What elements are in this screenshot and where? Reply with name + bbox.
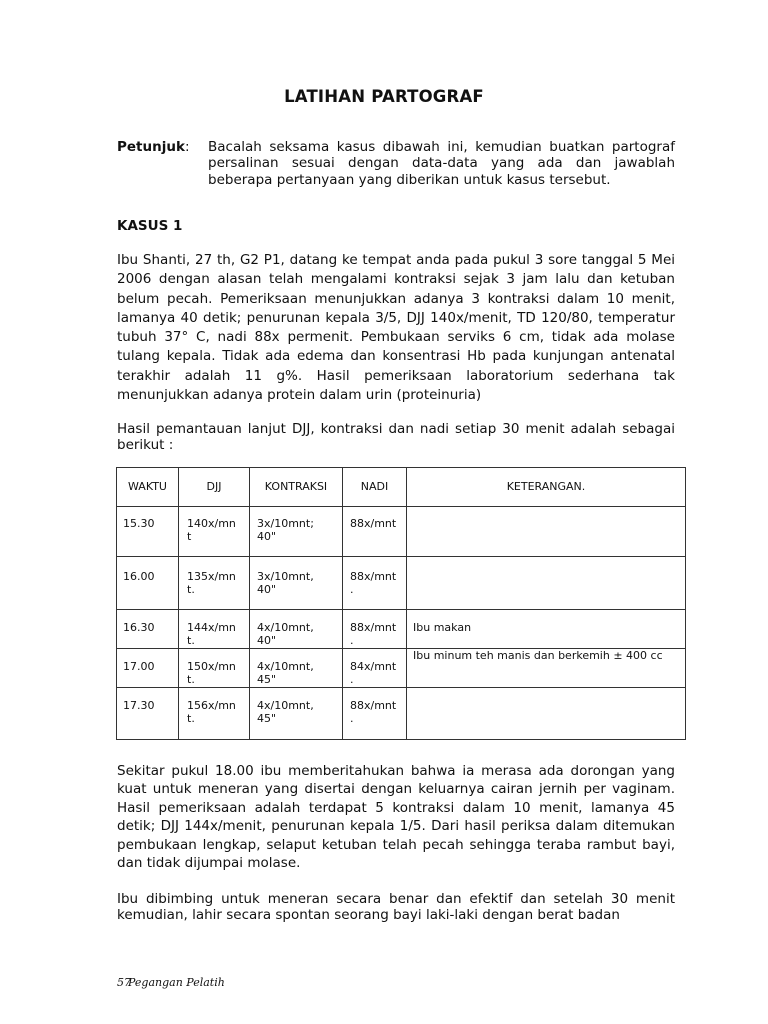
- cell-djj-line2: t: [187, 530, 192, 543]
- page-title: LATIHAN PARTOGRAF: [284, 87, 484, 106]
- page-number: 57: [117, 976, 131, 989]
- cell-kontraksi-line2: 45": [257, 712, 277, 725]
- cell-waktu: 15.30: [123, 517, 155, 530]
- cell-kontraksi-line2: 40": [257, 583, 277, 596]
- cell-djj-line2: t.: [187, 673, 195, 686]
- header-keterangan: KETERANGAN.: [506, 480, 586, 493]
- cell-kontraksi-line1: 4x/10mnt,: [257, 660, 314, 673]
- cell-nadi-line2: .: [350, 712, 354, 725]
- cell-kontraksi-line1: 4x/10mnt,: [257, 621, 314, 634]
- cell-nadi-line2: .: [350, 634, 354, 647]
- cell-kontraksi-line1: 3x/10mnt,: [257, 570, 314, 583]
- cell-waktu: 17.00: [123, 660, 155, 673]
- cell-nadi-line2: .: [350, 673, 354, 686]
- cell-nadi-line1: 88x/mnt: [350, 517, 397, 530]
- case-heading: KASUS 1: [117, 218, 183, 234]
- cell-waktu: 17.30: [123, 699, 155, 712]
- header-kontraksi: KONTRAKSI: [264, 480, 328, 493]
- cell-kontraksi-line1: 4x/10mnt,: [257, 699, 314, 712]
- cell-keterangan: Ibu minum teh manis dan berkemih ± 400 cc: [413, 649, 663, 662]
- later-findings-paragraph: Sekitar pukul 18.00 ibu memberitahukan bahwa ia merasa ada dorongan yang kuat untuk meneran yang disertai dengan keluarnya cairan jernih per vaginam. Hasil pemeriksaan adalah terdapat 5 kontraksi dalam 10 menit, lamanya 45 detik; DJJ 144x/menit, penurunan kepala 1/5. Dari hasil periksa dalam ditemukan pembukaan lengkap, selaput ketuban telah pecah sehingga teraba rambut bayi, dan tidak dijumpai molase.: [117, 763, 675, 872]
- cell-nadi-line1: 88x/mnt: [350, 699, 397, 712]
- birth-paragraph: Ibu dibimbing untuk meneran secara benar dan efektif dan setelah 30 menit kemudian, lahir secara spontan seorang bayi laki-laki dengan berat badan: [117, 891, 675, 924]
- cell-djj-line1: 156x/mn: [187, 699, 236, 712]
- cell-nadi-line1: 88x/mnt: [350, 621, 397, 634]
- cell-nadi-line1: 88x/mnt: [350, 570, 397, 583]
- instructions-label-block: [117, 139, 190, 155]
- header-nadi: NADI: [360, 480, 389, 493]
- header-waktu: WAKTU: [128, 480, 167, 493]
- cell-nadi-line2: .: [350, 583, 354, 596]
- cell-djj-line1: 135x/mn: [187, 570, 236, 583]
- instructions-colon: :: [184, 139, 190, 155]
- cell-waktu: 16.30: [123, 621, 155, 634]
- cell-kontraksi-line2: 40": [257, 634, 277, 647]
- cell-keterangan: Ibu makan: [413, 621, 472, 634]
- header-djj: DJJ: [206, 480, 222, 493]
- cell-kontraksi-line1: 3x/10mnt;: [257, 517, 314, 530]
- cell-kontraksi-line2: 40": [257, 530, 277, 543]
- cell-djj-line2: t.: [187, 634, 195, 647]
- cell-kontraksi-line2: 45": [257, 673, 277, 686]
- cell-nadi-line1: 84x/mnt: [350, 660, 397, 673]
- cell-djj-line2: t.: [187, 583, 195, 596]
- instructions-text: Bacalah seksama kasus dibawah ini, kemudian buatkan partograf persalinan sesuai dengan data-data yang ada dan jawablah beberapa pertanyaan yang diberikan untuk kasus tersebut.: [208, 139, 675, 188]
- cell-djj-line1: 150x/mn: [187, 660, 236, 673]
- cell-waktu: 16.00: [123, 570, 155, 583]
- cell-djj-line2: t.: [187, 712, 195, 725]
- monitoring-paragraph: Hasil pemantauan lanjut DJJ, kontraksi dan nadi setiap 30 menit adalah sebagai berikut :: [117, 421, 675, 454]
- case-intro-paragraph: Ibu Shanti, 27 th, G2 P1, datang ke tempat anda pada pukul 3 sore tanggal 5 Mei 2006 dengan alasan telah mengalami kontraksi sejak 3 jam lalu dan ketuban belum pecah. Pemeriksaan menunjukkan adanya 3 kontraksi dalam 10 menit, lamanya 40 detik; penurunan kepala 3/5, DJJ 140x/menit, TD 120/80, temperatur tubuh 37° C, nadi 88x permenit. Pembukaan serviks 6 cm, tidak ada molase tulang kepala. Tidak ada edema dan konsentrasi Hb pada kunjungan antenatal terakhir adalah 11 g%. Hasil pemeriksaan laboratorium sederhana tak menunjukkan adanya protein dalam urin (proteinuria): [117, 252, 675, 404]
- footer-text: Pegangan Pelatih: [128, 976, 225, 989]
- instructions-label: Petunjuk: [117, 139, 185, 155]
- cell-djj-line1: 144x/mn: [187, 621, 236, 634]
- cell-djj-line1: 140x/mn: [187, 517, 236, 530]
